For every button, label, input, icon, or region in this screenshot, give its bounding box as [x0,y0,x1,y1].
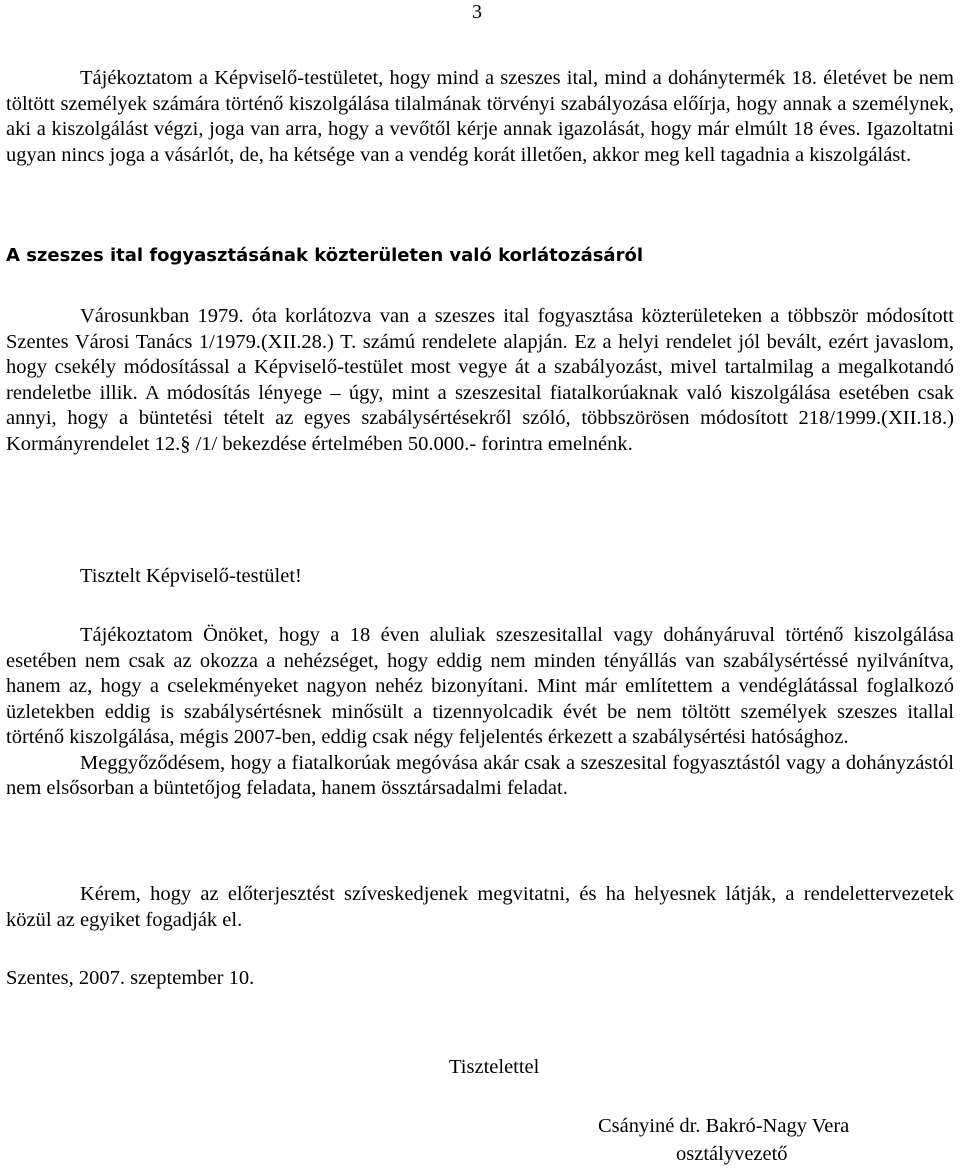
paragraph-request: Kérem, hogy az előterjesztést szíveskedjenek megvitatni, és ha helyesnek látják, a rendelettervezetek közül az egyiket fogadják el. [6,883,954,931]
intro-section [6,66,954,168]
paragraph-minors-difficulty: Tájékoztatom Önöket, hogy a 18 éven aluliak szeszesitallal vagy dohányáruval történő kiszolgálása esetében nem csak az okozza a nehézséget, hogy eddig nem minden tényállás van szabálysértéssé nyilvánítva, hanem az, hogy a cselekményeket nagyon nehéz bizonyítani. Mint már említettem a vendéglátással foglalkozó üzletekben eddig is szabálysértésnek minősült a tizennyolcadik évét be nem töltött személyek szeszes itallal történő kiszolgálása, mégis 2007-ben, eddig csak négy feljelentés érkezett a szabálysértési hatósághoz. [6,624,954,748]
request-section [6,882,954,933]
information-section [6,623,954,802]
paragraph-public-drinking: Városunkban 1979. óta korlátozva van a szeszes ital fogyasztása közterületeken a többször módosított Szentes Városi Tanács 1/1979.(XII.28.) T. számú rendelete alapján. Ez a helyi rendelet jól bevált, ezért javaslom, hogy csekély módosítással a Képviselő-testület most vegye át a szabályozást, mivel tartalmilag a megalkotandó rendeletbe illik. A módosítás lényege – úgy, mint a szeszesital fiatalkorúaknak való kiszolgálása esetében csak annyi, hogy a büntetési tételt az egyes szabálysértésekről szóló, többszörösen módosított 218/1999.(XII.18.) Kormányrendelet 12.§ /1/ bekezdése értelmében 50.000.- forintra emelnénk. [6,305,954,455]
signer-title: osztályvezető [676,1143,788,1165]
place-and-date: Szentes, 2007. szeptember 10. [6,967,255,989]
regulation-section [6,304,954,457]
paragraph-age-verification: Tájékoztatom a Képviselő-testületet, hogy mind a szeszes ital, mind a dohánytermék 18. életévet be nem töltött személyek számára történő kiszolgálása tilalmának törvényi szabályozása előírja, hogy annak a személynek, aki a kiszolgálást végzi, joga van arra, hogy a vevőtől kérje annak igazolását, hogy már elmúlt 18 éves. Igazoltatni ugyan nincs joga a vásárlót, de, ha kétsége van a vendég korát illetően, akkor meg kell tagadnia a kiszolgálást. [6,67,954,166]
section-heading: A szeszes ital fogyasztásának közterületen való korlátozásáról [6,245,643,266]
signer-name: Csányiné dr. Bakró-Nagy Vera [598,1115,850,1137]
closing-phrase: Tisztelettel [449,1056,540,1078]
paragraph-conviction: Meggyőződésem, hogy a fiatalkorúak megóvása akár csak a szeszesital fogyasztástól vagy a dohányzástól nem elsősorban a büntetőjog feladata, hanem össztársadalmi feladat. [6,751,954,799]
page-number: 3 [472,1,482,23]
salutation: Tisztelt Képviselő-testület! [80,565,302,587]
